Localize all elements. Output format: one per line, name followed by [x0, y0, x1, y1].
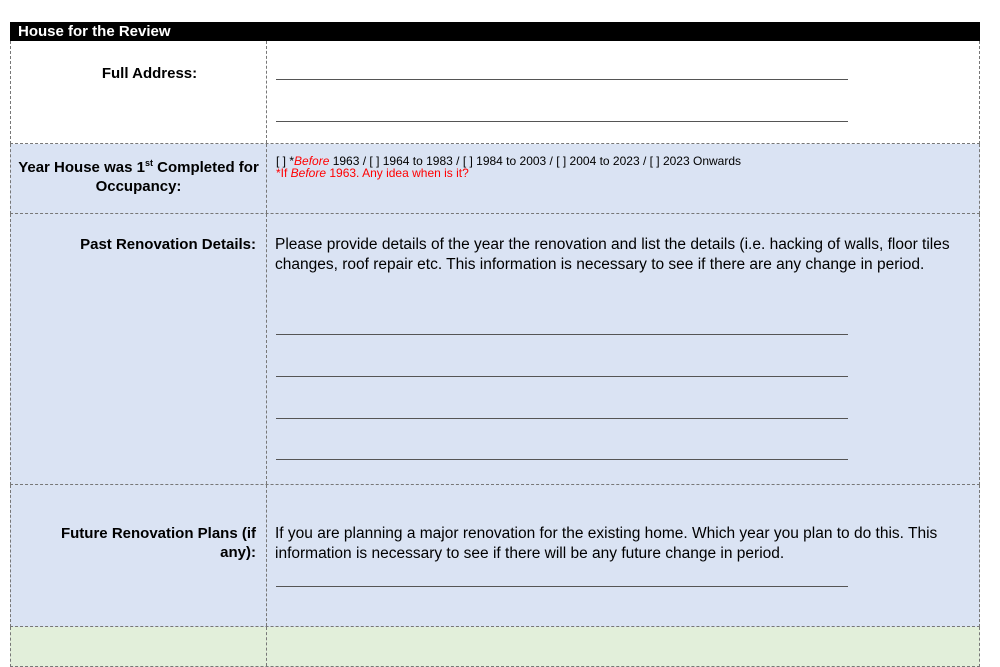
- future-renovation-label: Future Renovation Plans (if any):: [11, 485, 267, 626]
- year-row: [10, 144, 980, 214]
- option-2004-2023[interactable]: [ ] 2004 to 2023 /: [556, 154, 650, 168]
- address-line-2[interactable]: [276, 121, 848, 122]
- year-label: Year House was 1st Completed for Occupancy:: [11, 144, 267, 213]
- future-line-1[interactable]: [276, 586, 848, 587]
- address-field[interactable]: [267, 41, 979, 143]
- option-1984-2003[interactable]: [ ] 1984 to 2003 /: [462, 154, 557, 168]
- next-row-field: [267, 627, 979, 666]
- next-row-label: [11, 627, 267, 666]
- past-line-1[interactable]: [276, 334, 848, 335]
- section-header: House for the Review: [10, 22, 980, 41]
- address-row: [10, 41, 980, 144]
- past-renovation-instructions: Please provide details of the year the renovation and list the details (i.e. hacking of walls, floor tiles changes, roof repair etc. This information is necessary to see if there are any change in period.: [275, 236, 950, 273]
- past-renovation-row: [10, 214, 980, 485]
- next-row: [10, 627, 980, 667]
- year-options: [267, 144, 979, 213]
- future-renovation-field: [267, 485, 979, 626]
- address-line-1[interactable]: [276, 79, 848, 80]
- past-line-3[interactable]: [276, 418, 848, 419]
- future-renovation-row: [10, 485, 980, 627]
- past-renovation-field: [267, 214, 979, 484]
- option-1964-1983[interactable]: [ ] 1964 to 1983 /: [369, 154, 463, 168]
- past-renovation-label: Past Renovation Details:: [11, 214, 267, 484]
- address-label: Full Address:: [11, 41, 267, 143]
- year-note: *If Before 1963. Any idea when is it?: [276, 166, 469, 180]
- future-renovation-instructions: If you are planning a major renovation for the existing home. Which year you plan to do this. This information is necessary to see if there will be any future change in period.: [275, 525, 938, 562]
- option-2023-onwards[interactable]: [ ] 2023 Onwards: [649, 154, 742, 168]
- option-before-1963[interactable]: [ ] *Before 1963 /: [276, 154, 370, 168]
- past-line-2[interactable]: [276, 376, 848, 377]
- review-form: [10, 22, 980, 667]
- past-line-4[interactable]: [276, 459, 848, 460]
